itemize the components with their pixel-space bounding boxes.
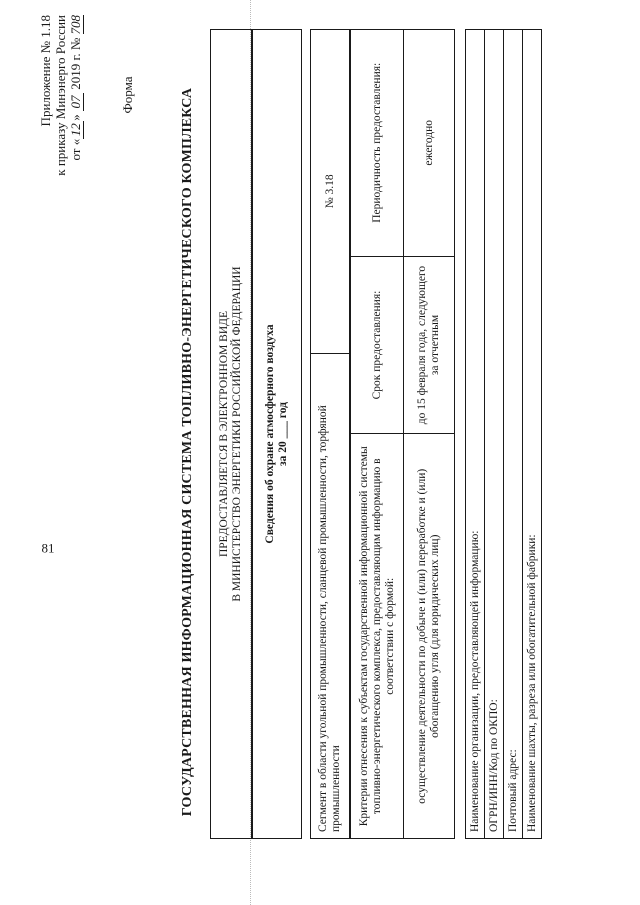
- frequency-header: Периодичность предоставления:: [351, 30, 404, 257]
- criteria-table: [350, 29, 455, 839]
- report-title-box: [252, 29, 302, 839]
- criteria-header: Критерии отнесения к субъектам государственной информационной системы топливно-энергетического комплекса, предоставляющим информацию в соответствии с формой:: [351, 434, 404, 839]
- organization-fields: [465, 29, 542, 839]
- criteria-value: осуществление деятельности по добыче и (или) переработке и (или) обогащению угля (для юридических лиц): [404, 434, 455, 839]
- submission-text: [211, 30, 252, 839]
- segment-table: [310, 29, 350, 839]
- report-title-line-2: за 20 ___ год: [277, 402, 289, 466]
- report-title-line-1: Сведения об охране атмосферного воздуха: [264, 324, 276, 544]
- date-prefix: от «: [68, 138, 83, 161]
- appendix-block: [38, 15, 84, 305]
- segment-label: Сегмент в области угольной промышленности, сланцевой промышленности, торфяной промышленности: [311, 353, 350, 838]
- date-month: 07: [68, 93, 84, 111]
- page-number: 81: [41, 540, 55, 556]
- date-day: 12: [68, 121, 84, 139]
- segment-number: № 3.18: [311, 30, 350, 354]
- report-title: [253, 30, 302, 839]
- submission-box: [210, 29, 252, 839]
- order-number: 708: [68, 15, 83, 35]
- mine-name-field: Наименование шахты, разреза или обогатительной фабрики:: [523, 30, 542, 839]
- submission-line-2: В МИНИСТЕРСТВО ЭНЕРГЕТИКИ РОССИЙСКОЙ ФЕДЕРАЦИИ: [231, 266, 243, 602]
- ogrn-field: ОГРН/ИНН/Код по ОКПО:: [485, 30, 504, 839]
- submission-line-1: ПРЕДОСТАВЛЯЕТСЯ В ЭЛЕКТРОННОМ ВИДЕ: [218, 310, 230, 558]
- form-label: Форма: [120, 76, 135, 114]
- org-name-field: Наименование организации, предоставляющей информацию:: [466, 30, 485, 839]
- appendix-date-line: [68, 15, 84, 305]
- appendix-line-2: к приказу Минэнерго России: [53, 15, 68, 176]
- postal-address-field: Почтовый адрес:: [504, 30, 523, 839]
- frequency-value: ежегодно: [404, 30, 455, 257]
- system-heading: ГОСУДАРСТВЕННАЯ ИНФОРМАЦИОННАЯ СИСТЕМА ТОПЛИВНО-ЭНЕРГЕТИЧЕСКОГО КОМПЛЕКСА: [180, 87, 195, 817]
- date-year: 2019 г. №: [68, 37, 83, 90]
- date-mid: »: [68, 114, 83, 121]
- deadline-header: Срок предоставления:: [351, 256, 404, 434]
- appendix-line-1: Приложение № 1.18: [38, 15, 53, 127]
- deadline-value: до 15 февраля года, следующего за отчетным: [404, 256, 455, 434]
